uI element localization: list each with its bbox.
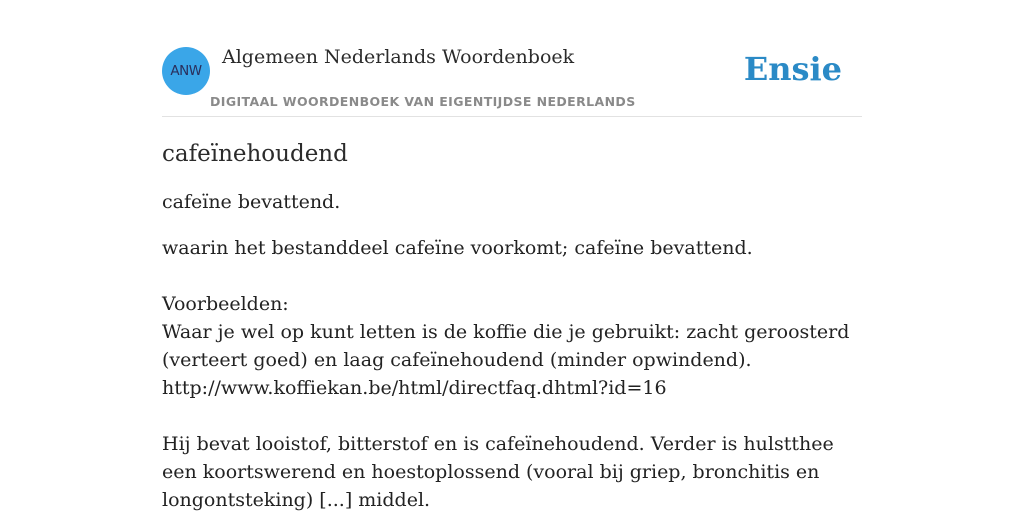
header [162, 44, 862, 117]
example-1 [162, 318, 862, 402]
site-title[interactable]: Algemeen Nederlands Woordenboek [222, 46, 575, 68]
example-text: Waar je wel op kunt letten is de koffie die je gebruikt: zacht geroosterd (verteert goed) en laag cafeïnehoudend (minder opwindend). [162, 321, 850, 371]
headword: cafeïnehoudend [162, 141, 348, 167]
example-source: http://www.koffiekan.be/html/directfaq.dhtml?id=16 [162, 377, 667, 399]
long-definition: waarin het bestanddeel cafeïne voorkomt; cafeïne bevattend. [162, 237, 753, 259]
example-text: Hij bevat looistof, bitterstof en is cafeïnehoudend. Verder is hulstthee een koortswerend en hoestoplossend (vooral bij griep, bronchitis en longontsteking) [...] middel. [162, 433, 834, 511]
short-definition: cafeïne bevattend. [162, 191, 341, 213]
site-tagline: DIGITAAL WOORDENBOEK VAN EIGENTIJDSE NEDERLANDS [210, 94, 636, 109]
examples-label: Voorbeelden: [162, 293, 289, 315]
example-2 [162, 430, 862, 514]
ensie-brand-link[interactable]: Ensie [743, 50, 842, 88]
anw-logo[interactable]: ANW [162, 47, 210, 95]
entry-content [162, 138, 862, 514]
